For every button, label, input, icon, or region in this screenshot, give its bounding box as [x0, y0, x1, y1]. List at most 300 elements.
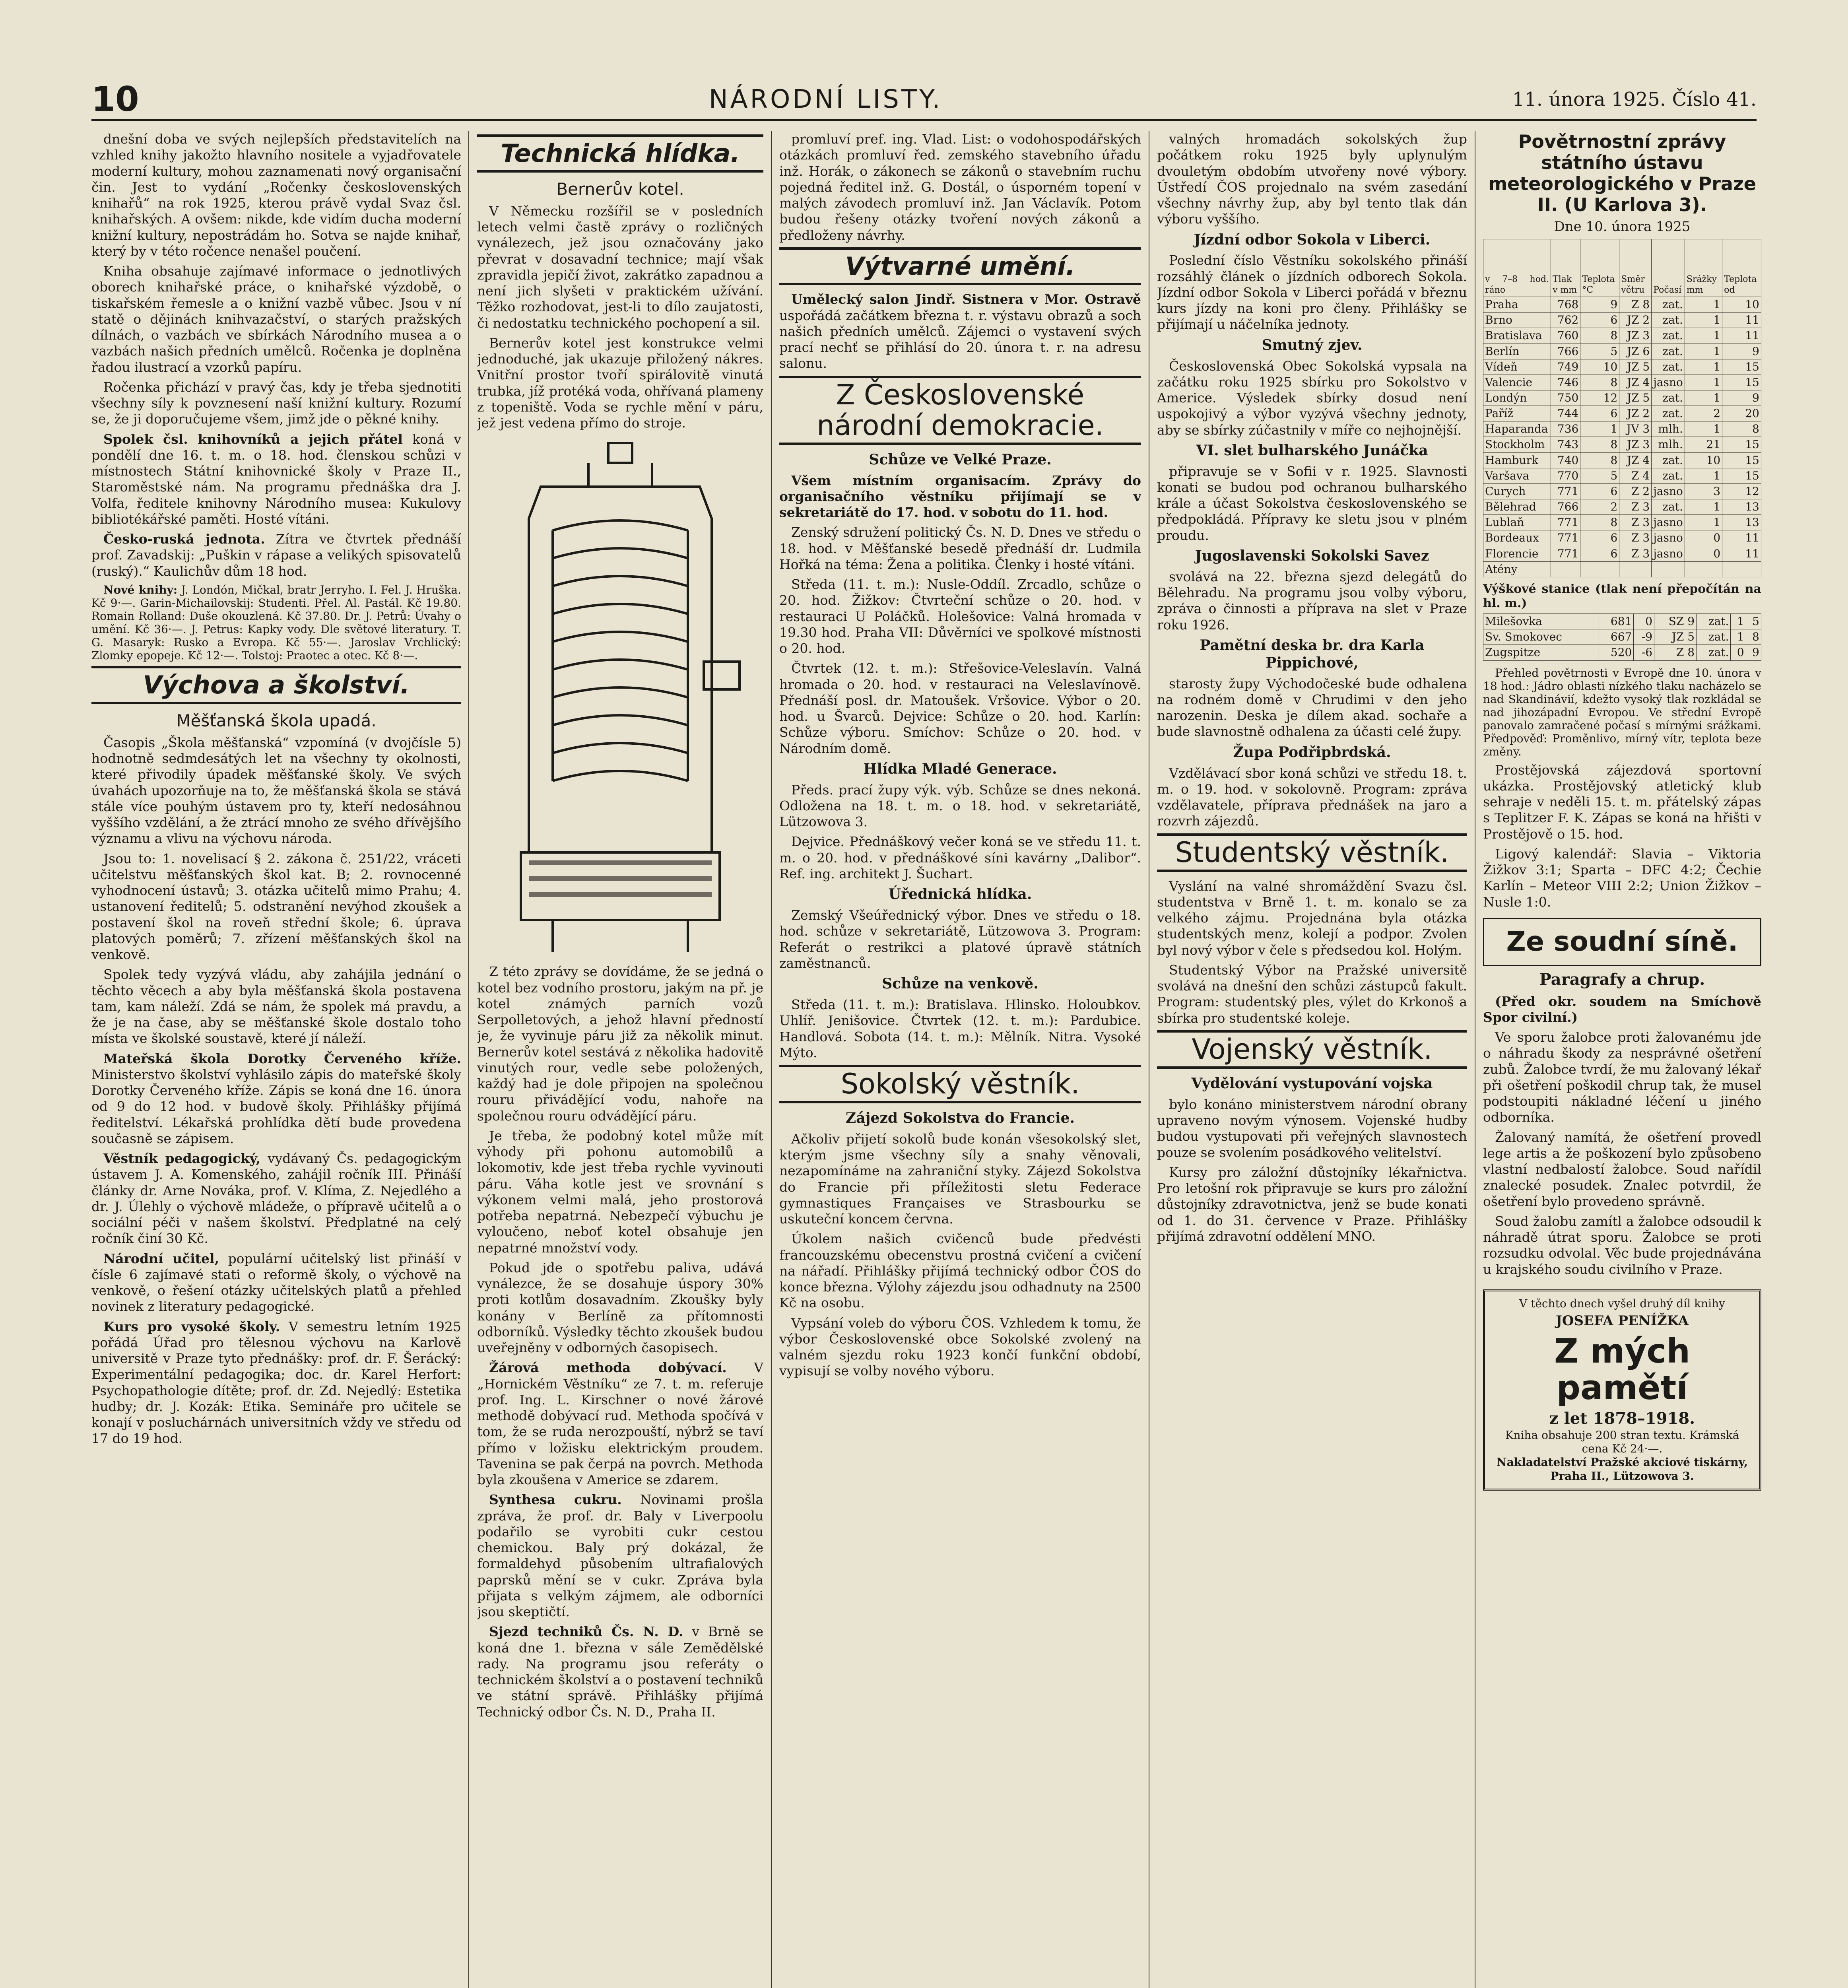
- section-banner: Ze soudní síně.: [1483, 918, 1761, 966]
- table-cell: 15: [1722, 468, 1761, 483]
- article-paragraph: Středa (11. t. m.): Bratislava. Hlinsko. Holoubkov. Uhlíř. Jenišovice. Čtvrtek (12. t. m.): Pardubice. Handlová. Sobota (14. t. m.): Mělník. Nitra. Vysoké Mýto.: [779, 997, 1141, 1060]
- notice: [91, 531, 461, 579]
- column-2: [477, 131, 763, 1988]
- notice-title: Mateřská škola Dorotky Červeného kříže.: [103, 1050, 461, 1066]
- boiler-diagram: [497, 439, 743, 956]
- table-cell: Milešovka: [1483, 614, 1598, 629]
- article-paragraph: V Německu rozšířil se v posledních letech velmi častě zprávy o rozličných vynálezech, jež jsou označovány jako převrat v dosavadní technice; mají však zpravidla jepičí život, zakrátko zapadnou a není jich slyšeti v praktickém užívání. Těžko rozhodovat, jest-li to dílo zaujatosti, či nedostatku technického pochopení a sil.: [477, 203, 763, 331]
- table-cell: Stockholm: [1483, 437, 1551, 452]
- table-cell: jasno: [1652, 530, 1685, 546]
- table-cell: zat.: [1652, 499, 1685, 515]
- article-title: Měšťanská škola upadá.: [176, 711, 377, 730]
- table-cell: 1: [1685, 344, 1722, 359]
- table-cell: 762: [1551, 313, 1580, 328]
- table-cell: Valencie: [1483, 375, 1551, 390]
- article-paragraph: Prostějovská zájezdová sportovní ukázka. Prostějovský atletický klub sehraje v neděli 15. t. m. přátelský zápas s Teplitzer F. K. Zápas se koná na hřišti v Prostějově o 15. hod.: [1483, 762, 1761, 842]
- table-cell: 20: [1722, 406, 1761, 421]
- notice-text: V semestru letním 1925 pořádá Úřad pro tělesnou výchovu na Karlově universitě v Praze tyto přednášky: prof. dr. F. Šerácký: Experimentální pedagogika; doc. dr. Karel Herfort: Psychopathologie dítěte; prof. dr. Zd. Nejedlý: Estetika hudby; dr. J. Kozák: Etika. Semináře pro učitele se konají v posluchárnách universitních vždy ve středu od 17 do 19 hod.: [91, 1318, 461, 1446]
- table-cell: Londýn: [1483, 390, 1551, 406]
- weather-table: [1483, 239, 1761, 577]
- table-header-cell: Počasí: [1652, 239, 1685, 297]
- paper-name: NÁRODNÍ LISTY.: [709, 85, 943, 114]
- table-cell: zat.: [1697, 629, 1731, 645]
- notice-text: Novinami prošla zpráva, že prof. dr. Baly v Liverpoolu podařilo se vyrobiti cukr cestou chemickou. Baly prý dokázal, že formaldehyd působením ultrafialových paprsků mění se v cukr. Zpráva byla přijata s velkým zájmem, ale odborníci jsou skeptičtí.: [477, 1492, 763, 1620]
- article-paragraph: Předs. prací župy výk. výb. Schůze se dnes nekoná. Odložena na 18. t. m. o 18. hod. v sekretariátě, Lützowova 3.: [779, 782, 1141, 830]
- table-cell: 771: [1551, 546, 1580, 561]
- table-cell: SZ 9: [1654, 614, 1697, 629]
- table-cell: 736: [1551, 421, 1580, 437]
- article-paragraph: Je třeba, že podobný kotel může mít výhody při pohonu automobilů a lokomotiv, kde jest třeba rychle vyvinouti páru. Váha kotle jest ve srovnání s výkonem velmi malá, jeho prostorová potřeba nepatrná. Nebezpečí výbuchu je vyloučeno, neboť kotel obsahuje jen nepatrné množství vody.: [477, 1128, 763, 1256]
- table-row: [1483, 468, 1761, 483]
- table-cell: mlh.: [1652, 437, 1685, 452]
- article-title: Vydělování vystupování vojska: [1191, 1075, 1433, 1092]
- table-cell: 15: [1722, 437, 1761, 452]
- notice-text: Zítra ve čtvrtek přednáší prof. Zavadskij: „Puškin v rápase a velikých spisovatelů (ruský).“ Kaulichův dům 18 hod.: [91, 531, 461, 579]
- table-cell: 0: [1685, 546, 1722, 561]
- table-cell: zat.: [1652, 359, 1685, 375]
- notice: [91, 1319, 461, 1447]
- table-cell: 520: [1598, 645, 1634, 660]
- table-cell: 0: [1634, 614, 1654, 629]
- article-paragraph: připravuje se v Sofii v r. 1925. Slavnosti konati se budou pod ochranou bulharského krále a účast Sokolstva československého se předpokládá. Přípravy ke sletu jsou v plném proudu.: [1157, 463, 1467, 543]
- table-row: [1483, 313, 1761, 328]
- table-cell: 6: [1580, 483, 1619, 499]
- table-cell: 11: [1722, 546, 1761, 561]
- table-cell: Z 3: [1619, 546, 1652, 561]
- column-5: [1483, 131, 1761, 1988]
- table-cell: 10: [1722, 297, 1761, 313]
- weather-subheading: Výškové stanice (tlak není přepočítán na hl. m.): [1483, 582, 1761, 611]
- notice-title: Synthesa cukru.: [489, 1492, 622, 1508]
- table-cell: zat.: [1652, 390, 1685, 406]
- table-cell: JZ 5: [1619, 390, 1652, 406]
- table-cell: [1619, 561, 1652, 577]
- table-cell: Z 3: [1619, 530, 1652, 546]
- table-cell: Brno: [1483, 313, 1551, 328]
- feed-pipe: [704, 662, 740, 689]
- table-cell: 8: [1580, 452, 1619, 468]
- table-cell: Sv. Smokovec: [1483, 629, 1598, 645]
- steam-outlet: [608, 443, 632, 463]
- table-cell: 8: [1580, 375, 1619, 390]
- table-cell: 750: [1551, 390, 1580, 406]
- table-cell: 766: [1551, 344, 1580, 359]
- article-title: Zájezd Sokolstva do Francie.: [845, 1110, 1075, 1126]
- table-cell: Bordeaux: [1483, 530, 1551, 546]
- table-cell: jasno: [1652, 483, 1685, 499]
- table-cell: [1551, 561, 1580, 577]
- table-row: [1483, 530, 1761, 546]
- table-cell: -9: [1634, 629, 1654, 645]
- table-cell: 11: [1722, 328, 1761, 344]
- table-cell: JZ 6: [1619, 344, 1652, 359]
- table-cell: 8: [1580, 515, 1619, 530]
- notice: [91, 431, 461, 528]
- table-cell: 1: [1685, 515, 1722, 530]
- table-cell: 15: [1722, 359, 1761, 375]
- section-banner: Sokolský věstník.: [779, 1065, 1141, 1103]
- article-paragraph: Dejvice. Přednáškový večer koná se ve středu 11. t. m. o 20. hod. v přednáškové síni kavárny „Dalibor“. Ref. ing. architekt J. Šuchart.: [779, 834, 1141, 881]
- table-cell: zat.: [1652, 297, 1685, 313]
- table-row: [1483, 390, 1761, 406]
- notice-text: J. Londón, Mičkal, bratr Jerryho. I. Fel. J. Hruška. Kč 9·—. Garin-Michailovskij: Studenti. Přel. Al. Pastál. Kč 19.80. Romain Rolland: Duše okouzlená. Kč 37.80. Dr. J. Petrů: Úvahy o umění. Kč 36·—. J. Petrus: Kapky vody. Dle světové literatury. T. G. Masaryk: Rusko a Evropa. Kč 55·—. Jaroslav Vrchlický: Zlomky epopeje. Kč 12·—. Tolstoj: Praotec a otec. Kč 8·—.: [91, 583, 461, 662]
- table-cell: 1: [1685, 499, 1722, 515]
- table-cell: -6: [1634, 645, 1654, 660]
- article-paragraph: Zenský sdružení politický Čs. N. D. Dnes ve středu o 18. hod. v Měšťanské besedě přednáší dr. Ludmila Hořká na téma: Žena a politika. Členky i hosté vítáni.: [779, 524, 1141, 572]
- notice: [91, 1051, 461, 1147]
- table-cell: Atény: [1483, 561, 1551, 577]
- table-cell: 6: [1580, 406, 1619, 421]
- article-title: Bernerův kotel.: [556, 179, 684, 199]
- table-row: [1483, 359, 1761, 375]
- table-cell: 1: [1580, 421, 1619, 437]
- column-rule: [771, 131, 772, 1988]
- notice-title: Žárová methoda dobývací.: [489, 1360, 727, 1376]
- table-cell: 13: [1722, 515, 1761, 530]
- section-banner: Vojenský věstník.: [1157, 1030, 1467, 1069]
- article-paragraph: Úkolem našich cvičenců bude předvésti francouzskému obecenstvu prostná cvičení a cvičení na nářadí. Přihlášky přijímá technický odbor ČOS do konce března. Výlohy zájezdu jsou odhadnuty na 2500 Kč na osobu.: [779, 1231, 1141, 1311]
- table-cell: Z 8: [1654, 645, 1697, 660]
- article-paragraph: bylo konáno ministerstvem národní obrany upraveno novým výnosem. Vojenské hudby budou vystupovati při veřejných slavnostech pouze se svolením posádkového velitelství.: [1157, 1096, 1467, 1160]
- table-cell: JZ 3: [1619, 328, 1652, 344]
- section-heading: Technická hlídka.: [477, 134, 763, 173]
- article-paragraph: starosty župy Východočeské bude odhalena na rodném domě v Chrudimi v den jeho narozenin. Deska je dílem akad. sochaře a bude slavnostně odhalena za účasti celé župy.: [1157, 676, 1467, 740]
- table-header-cell: Směr větru: [1619, 239, 1652, 297]
- notice-text: vydávaný Čs. pedagogickým ústavem J. A. Komenského, zahájil ročník III. Přináší články dr. Arne Nováka, prof. V. Klíma, Z. Nejedlého a dr. J. Úlehly o výchově mládeže, o přípravě učitelů a o sociální péči v našem školství. Předplatné na celý ročník činí 30 Kč.: [91, 1151, 461, 1246]
- table-cell: 6: [1580, 530, 1619, 546]
- table-cell: 8: [1580, 328, 1619, 344]
- article-title: Schůze ve Velké Praze.: [869, 451, 1052, 468]
- table-cell: Z 4: [1619, 468, 1652, 483]
- table-cell: 5: [1580, 468, 1619, 483]
- table-cell: Z 3: [1619, 515, 1652, 530]
- article-paragraph: Ligový kalendář: Slavia – Viktoria Žižkov 3:1; Sparta – DFC 4:2; Čechie Karlín – Meteor VIII 2:2; Union Žižkov – Nusle 1:0.: [1483, 846, 1761, 910]
- weather-report: Přehled povětrnosti v Evropě dne 10. února v 18 hod.: Jádro oblasti nízkého tlaku nacházelo se nad Skandinávií, kdežto vysoký tlak rozkládal se nad jihozápadní Evropou. Ve střední Evropě panovalo zamračené počasí s mírnými srážkami. Předpověď: Proměnlivo, mírný vítr, teplota beze změny.: [1483, 666, 1761, 758]
- notice-text: v Brně se koná dne 1. března v sále Zemědělské rady. Na programu jsou referáty o technickém školství a o postavení techniků ve státní správě. Přihlášky přijímá Technický odbor Čs. N. D., Praha II.: [477, 1624, 763, 1720]
- article-paragraph: Spolek tedy vyzývá vládu, aby zahájila jednání o těchto věcech a aby byla měšťanská škola postavena tam, kam náleží. Zdá se nám, že spolek má pravdu, a že je na čase, aby se měšťanské škole dostalo toho místa ve školské soustavě, které jí náleží.: [91, 967, 461, 1046]
- article-title: VI. slet bulharského Junáčka: [1196, 442, 1428, 459]
- table-cell: [1685, 561, 1722, 577]
- table-cell: JZ 3: [1619, 437, 1652, 452]
- table-cell: JZ 2: [1619, 313, 1652, 328]
- ad-book-price: Kniha obsahuje 200 stran textu. Krámská cena Kč 24·—.: [1505, 1429, 1739, 1456]
- table-cell: zat.: [1652, 344, 1685, 359]
- table-cell: zat.: [1652, 452, 1685, 468]
- table-cell: 766: [1551, 499, 1580, 515]
- article-title: Jízdní odbor Sokola v Liberci.: [1194, 231, 1431, 248]
- table-cell: [1722, 561, 1761, 577]
- table-cell: Paříž: [1483, 406, 1551, 421]
- table-cell: Z 2: [1619, 483, 1652, 499]
- section-banner: Z Československé národní demokracie.: [779, 376, 1141, 445]
- table-cell: 749: [1551, 359, 1580, 375]
- table-cell: JZ 5: [1619, 359, 1652, 375]
- table-cell: 5: [1580, 344, 1619, 359]
- table-row: [1483, 499, 1761, 515]
- issue-date: 11. února 1925. Číslo 41.: [1512, 88, 1757, 111]
- table-cell: 1: [1731, 629, 1746, 645]
- notice: [779, 291, 1141, 371]
- article-paragraph: Ačkoliv přijetí sokolů bude konán všesokolský slet, kterým jsme všechny síly a snahy věnovali, nezapomínáme na zahraniční styky. Zájezd Sokolstva do Francie při příležitosti sletu Federace gymnastiques Françaises ve Strasbourku se uskuteční koncem června.: [779, 1131, 1141, 1227]
- table-cell: 768: [1551, 297, 1580, 313]
- table-cell: 5: [1746, 614, 1761, 629]
- article-paragraph: Kniha obsahuje zajímavé informace o jednotlivých oborech knihařské práce, o knihařské výzdobě, o tiskařském řemesle a o knižní vazbě vůbec. Jsou v ní statě o dějinách knihvazačství, o starých pražských dílnách, o vazbách ve sbírkách Národního musea a o vazbách našich předních umělců. Ročenka je doplněna řadou ilustrací a vzorků papíru.: [91, 263, 461, 375]
- table-cell: 8: [1580, 437, 1619, 452]
- table-cell: 9: [1722, 344, 1761, 359]
- section-heading: Výtvarné umění.: [779, 247, 1141, 285]
- notice: [91, 1151, 461, 1247]
- table-row: [1483, 344, 1761, 359]
- table-cell: zat.: [1652, 468, 1685, 483]
- table-cell: Haparanda: [1483, 421, 1551, 437]
- ad-publisher: Nakladatelství Pražské akciové tiskárny, Praha II., Lützowova 3.: [1496, 1456, 1748, 1483]
- notice: [477, 1360, 763, 1488]
- hatching: [529, 860, 712, 897]
- table-cell: 1: [1685, 313, 1722, 328]
- steam-dome-outline: [588, 463, 652, 487]
- table-cell: 8: [1746, 629, 1761, 645]
- notice-title: Věstník pedagogický,: [103, 1151, 261, 1167]
- table-row: [1483, 561, 1761, 577]
- table-cell: 9: [1746, 645, 1761, 660]
- notice: [477, 1492, 763, 1620]
- table-cell: 2: [1580, 499, 1619, 515]
- table-cell: Vídeň: [1483, 359, 1551, 375]
- table-cell: Z 3: [1619, 499, 1652, 515]
- table-cell: 0: [1685, 530, 1722, 546]
- table-cell: JZ 5: [1654, 629, 1697, 645]
- table-cell: jasno: [1652, 375, 1685, 390]
- table-cell: Curych: [1483, 483, 1551, 499]
- table-cell: 771: [1551, 515, 1580, 530]
- ad-book-title: Z mých pamětí: [1554, 1331, 1691, 1407]
- notice-text: uspořádá začátkem března t. r. výstavu obrazů a soch našich předních umělců. Zájemci o vystavení svých prací nechť se přihlásí do 20. února t. r. na adresu salonu.: [779, 307, 1141, 371]
- column-4: [1157, 131, 1467, 1988]
- table-cell: Florencie: [1483, 546, 1551, 561]
- article-title: Paragrafy a chrup.: [1539, 970, 1705, 989]
- table-cell: 681: [1598, 614, 1634, 629]
- notice-text: Ministerstvo školství vyhlásilo zápis do mateřské školy Dorotky Červeného kříže. Zápis se koná dne 16. února od 9 do 12 hod. v budově školy. Přihlášky přijímá ředitelství. Lékařská prohlídka dětí bude provedena současně se zápisem.: [91, 1066, 461, 1146]
- table-cell: zat.: [1652, 406, 1685, 421]
- table-cell: 12: [1580, 390, 1619, 406]
- table-cell: jasno: [1652, 546, 1685, 561]
- table-cell: 1: [1685, 297, 1722, 313]
- table-cell: 11: [1722, 313, 1761, 328]
- column-3: [779, 131, 1141, 1988]
- article-paragraph: Zemský Všeúřednický výbor. Dnes ve středu o 18. hod. schůze v sekretariátě, Lützowova 3. Program: Referát o restrikci a platové úpravě státních zaměstnanců.: [779, 907, 1141, 971]
- notice-title: Spolek čsl. knihovníků a jejich přátel: [103, 431, 403, 447]
- table-cell: 1: [1685, 421, 1722, 437]
- table-row: [1483, 645, 1761, 660]
- article-paragraph: Bernerův kotel jest konstrukce velmi jednoduché, jak ukazuje přiložený nákres. Vnitřní prostor tvoří spirálovitě vinutá trubka, jíž protéká voda, ohřívaná plameny z topeniště. Voda se rychle mění v páru, jež jest vedena přímo do stroje.: [477, 335, 763, 431]
- article-lead: Všem místním organisacím. Zprávy do organisačního věstníku přijímají se v sekretariátě do 17. hod. v sobotu do 11. hod.: [779, 472, 1141, 520]
- table-cell: 743: [1551, 437, 1580, 452]
- table-cell: zat.: [1697, 614, 1731, 629]
- ad-book-years: z let 1878–1918.: [1549, 1409, 1695, 1428]
- article-lead: (Před okr. soudem na Smíchově Spor civilní.): [1483, 993, 1761, 1025]
- table-row: [1483, 375, 1761, 390]
- table-row: [1483, 629, 1761, 645]
- table-cell: 1: [1685, 468, 1722, 483]
- article-paragraph: Ve sporu žalobce proti žalovanému jde o náhradu škody za nesprávné ošetření zubů. Žalobce tvrdí, že mu žalovaný lékař při ošetření poškodil chrup tak, že musel podstoupiti nákladné léčení u jiného odborníka.: [1483, 1029, 1761, 1125]
- notice-title: Sjezd techniků Čs. N. D.: [489, 1624, 683, 1640]
- table-cell: 760: [1551, 328, 1580, 344]
- table-header-cell: Tlak v mm: [1551, 239, 1580, 297]
- weather-table-header: [1483, 239, 1761, 297]
- article-paragraph: Čtvrtek (12. t. m.): Střešovice-Veleslavín. Valná hromada o 20. hod. v restauraci na Veleslavínově. Přednáší posl. dr. Matoušek. Vršovice. Výbor o 20. hod. u Švarců. Dejvice: Schůze o 20. hod. Karlín: Schůze výboru. Smíchov: Schůze o 20. hod. v Národním domě.: [779, 660, 1141, 756]
- notice-text: V „Hornickém Věstníku“ ze 7. t. m. referuje prof. Ing. L. Kirschner o nové žárové methodě dobývací rud. Methoda spočívá v tom, že se ruda nerozpouští, nýbrž se taví přímo v ložisku elektrickým proudem. Tavenina se pak čerpá na povrch. Methoda byla zkoušena v Americe se zdarem.: [477, 1360, 763, 1488]
- article-paragraph: Časopis „Škola měšťanská“ vzpomíná (v dvojčísle 5) hodnotně sedmdesátých let na všechny ty okolnosti, které přivodily úpadek měšťanské školy. Ve svých úvahách upozorňuje na to, že měšťanská škola se stává stále více pouhým ústavem pro ty, kteří nedosáhnou vyššího vzdělání, a že ztrácí mnoho ze svého dřívějšího významu a vlivu na výchovu národa.: [91, 734, 461, 846]
- table-row: [1483, 437, 1761, 452]
- table-cell: Z 8: [1619, 297, 1652, 313]
- table-cell: 15: [1722, 375, 1761, 390]
- table-cell: [1580, 561, 1619, 577]
- table-cell: Lublaň: [1483, 515, 1551, 530]
- table-cell: 21: [1685, 437, 1722, 452]
- table-row: [1483, 421, 1761, 437]
- article-paragraph: Vyslání na valné shromáždění Svazu čsl. studentstva v Brně 1. t. m. konalo se za velkého zájmu. Projednána byla otázka studentských menz, kolejí a podpor. Zvolen byl nový výbor v čele s předsedou kol. Holým.: [1157, 878, 1467, 958]
- notice: [91, 1251, 461, 1315]
- table-cell: 2: [1685, 406, 1722, 421]
- table-cell: 13: [1722, 499, 1761, 515]
- table-cell: Zugspitze: [1483, 645, 1598, 660]
- table-cell: [1652, 561, 1685, 577]
- table-cell: 15: [1722, 452, 1761, 468]
- table-row: [1483, 515, 1761, 530]
- table-cell: 8: [1722, 421, 1761, 437]
- article-paragraph: Československá Obec Sokolská vypsala na začátku roku 1925 sbírku pro Sokolstvo v Americe. Výsledek sbírky dosud není uspokojivý a výbor vyzývá všechny jednoty, aby se sbírky zúčastnily v míře co nejhojnější.: [1157, 358, 1467, 438]
- table-row: [1483, 546, 1761, 561]
- article-title: Pamětní deska br. dra Karla Pippichové,: [1200, 637, 1425, 671]
- table-header-cell: v 7–8 hod. ráno: [1483, 239, 1551, 297]
- table-cell: 6: [1580, 313, 1619, 328]
- column-1: [91, 131, 461, 1988]
- article-paragraph: Žalovaný namítá, že ošetření provedl lege artis a že poškození bylo způsobeno vlastní nedbalostí žalobce. Soud nařídil znalecké posudek. Znalec potvrdil, že ošetření bylo provedeno správně.: [1483, 1129, 1761, 1209]
- article-title: Župa Podřipbrdská.: [1233, 744, 1391, 761]
- article-paragraph: Soud žalobu zamítl a žalobce odsoudil k náhradě útrat sporu. Žalobce se proti rozsudku odvolal. Věc bude projednávána u krajského soudu civilního v Praze.: [1483, 1213, 1761, 1277]
- article-title: Úřednická hlídka.: [888, 886, 1032, 903]
- notice-text: populární učitelský list přináší v čísle 6 zajímavé stati o reformě školy, o výchově na venkově, o řešení otázky učitelských platů a přehled novinek z literatury pedagogické.: [91, 1250, 461, 1314]
- table-cell: 746: [1551, 375, 1580, 390]
- table-row: [1483, 297, 1761, 313]
- table-cell: 10: [1685, 452, 1722, 468]
- table-cell: JZ 4: [1619, 375, 1652, 390]
- masthead: [91, 80, 1757, 121]
- notice-title: Nové knihy:: [103, 583, 178, 596]
- article-paragraph: Vzdělávací sbor koná schůzi ve středu 18. t. m. o 19. hod. v sokolovně. Program: zpráva vzdělavatele, příprava přednášek na jaro a rozvrh zájezdů.: [1157, 765, 1467, 829]
- article-paragraph: Vypsání voleb do výboru ČOS. Vzhledem k tomu, že výbor Československé obce Sokolské zvolený na valném sjezdu roku 1923 končí funkční období, vypisují se volby nového výboru.: [779, 1315, 1141, 1379]
- weather-table-body: [1483, 614, 1761, 660]
- column-rule: [468, 131, 469, 1988]
- table-row: [1483, 452, 1761, 468]
- article-paragraph: promluví pref. ing. Vlad. List: o vodohospodářských otázkách promluví řed. zemského stavebního úřadu inž. Horák, o zákonech se zákonů o stavebním ruchu pojedná ředitel inž. G. Dostál, o úsporném topení v malých závodech promluví inž. Jan Václavík. Potom budou řešeny otázky tvoření nových zákonů a předloženy návrhy.: [779, 131, 1141, 243]
- article-title: Hlídka Mladé Generace.: [863, 760, 1057, 777]
- table-cell: 771: [1551, 483, 1580, 499]
- table-row: [1483, 483, 1761, 499]
- supports: [553, 920, 688, 952]
- notice: [91, 583, 461, 662]
- article-paragraph: Ročenka přichází v pravý čas, kdy je třeba sjednotiti všechny síly k povznesení naší knižní kultury. Rozumí se, že ji doporučujeme všem, jimž jde o pěkné knihy.: [91, 379, 461, 427]
- weather-table-mountain: [1483, 613, 1761, 660]
- table-cell: jasno: [1652, 515, 1685, 530]
- ad-intro: V těchto dnech vyšel druhý díl knihy: [1519, 1297, 1725, 1310]
- weather-title: Povětrnostní zprávy státního ústavu meteorologického v Praze II. (U Karlova 3).: [1488, 131, 1756, 215]
- table-cell: zat.: [1697, 645, 1731, 660]
- notice-title: Umělecký salon Jindř. Sistnera v Mor. Ostravě: [791, 291, 1141, 307]
- notice-text: koná v pondělí dne 16. t. m. o 18. hod. členskou schůzi v místnostech Státní knihovnické školy v Praze II., Staroměstské nám. Na programu přednáška dra J. Volfa, ředitele knihovny Národního musea: Kukulovy bibliotékářské paměti. Hosté vítáni.: [91, 431, 461, 527]
- table-header-cell: Teplota °C: [1580, 239, 1619, 297]
- notice: [477, 1624, 763, 1720]
- table-cell: 744: [1551, 406, 1580, 421]
- table-cell: Bělehrad: [1483, 499, 1551, 515]
- article-title: Jugoslavenski Sokolski Savez: [1195, 547, 1429, 564]
- table-cell: JZ 4: [1619, 452, 1652, 468]
- article-paragraph: svolává na 22. března sjezd delegátů do Bělehradu. Na programu jsou volby výboru, zpráva o činnosti a příprava na slet v Praze roku 1926.: [1157, 569, 1467, 633]
- table-cell: 1: [1685, 359, 1722, 375]
- table-cell: JV 3: [1619, 421, 1652, 437]
- table-row: [1483, 328, 1761, 344]
- weather-date: Dne 10. února 1925: [1554, 218, 1691, 235]
- article-title: Schůze na venkově.: [882, 975, 1039, 992]
- article-paragraph: Pokud jde o spotřebu paliva, udává vynálezce, že se dosahuje úspory 30% proti kotlům dosavadním. Zkoušky byly konány v Berlíně za přítomnosti odborníků. Výsledky těchto zkoušek budou uveřejněny v odborných časopisech.: [477, 1260, 763, 1356]
- article-paragraph: Z této zprávy se dovídáme, že se jedná o kotel bez vodního prostoru, jakým na př. je kotel známých parních vozů Serpolletových, a jehož hlavní předností je, že vyvinuje páru již za několik minut. Bernerův kotel sestává z několika hadovitě vinutých rour, vedle sebe položených, každý had je dole připojen na společnou rouru přivádějící vodu, nahoře na společnou rouru odvádějící páru.: [477, 964, 763, 1124]
- table-row: [1483, 406, 1761, 421]
- notice-title: Česko-ruská jednota.: [103, 531, 265, 547]
- article-title: Smutný zjev.: [1262, 336, 1363, 353]
- coil-tubes: [553, 520, 688, 781]
- notice-title: Kurs pro vysoké školy.: [103, 1318, 280, 1334]
- table-row: [1483, 614, 1761, 629]
- table-cell: 770: [1551, 468, 1580, 483]
- table-cell: mlh.: [1652, 421, 1685, 437]
- article-paragraph: Poslední číslo Věstníku sokolského přináší rozsáhlý článek o jízdních odborech Sokola. Jízdní odbor Sokola v Liberci pořádá v březnu kurs jízdy na koni pro členy. Přihlášky se přijímají u náčelníka jednoty.: [1157, 252, 1467, 332]
- table-cell: Varšava: [1483, 468, 1551, 483]
- section-heading: Výchova a školství.: [91, 666, 461, 704]
- section-banner: Studentský věstník.: [1157, 833, 1467, 872]
- table-cell: Hamburk: [1483, 452, 1551, 468]
- table-cell: 11: [1722, 530, 1761, 546]
- table-cell: Berlín: [1483, 344, 1551, 359]
- ad-author: JOSEFA PENÍŽKA: [1555, 1313, 1689, 1329]
- notice-title: Národní učitel,: [103, 1250, 219, 1266]
- table-header-cell: Srážky mm: [1685, 239, 1722, 297]
- table-cell: 6: [1580, 546, 1619, 561]
- book-advertisement: [1483, 1289, 1761, 1491]
- table-cell: zat.: [1652, 328, 1685, 344]
- article-paragraph: Jsou to: 1. novelisací § 2. zákona č. 251/22, vráceti učitelstvu měšťanských škol kat. B; 2. rovnocenné vyhodnocení ústavů; 3. otázka učitelů mimo Prahu; 4. ustanovení ředitelů; 5. odstranění nevýhod zkoušek a postavení škol na roveň střední škole; 6. úprava platových poměrů; 7. zřízení měšťanských škol na venkově.: [91, 850, 461, 963]
- table-cell: 12: [1722, 483, 1761, 499]
- table-cell: 740: [1551, 452, 1580, 468]
- table-cell: 9: [1722, 390, 1761, 406]
- table-cell: zat.: [1652, 313, 1685, 328]
- table-cell: 667: [1598, 629, 1634, 645]
- table-cell: Praha: [1483, 297, 1551, 313]
- table-cell: JZ 2: [1619, 406, 1652, 421]
- table-cell: 0: [1731, 645, 1746, 660]
- table-cell: 10: [1580, 359, 1619, 375]
- table-cell: 3: [1685, 483, 1722, 499]
- table-cell: 771: [1551, 530, 1580, 546]
- article-paragraph: valných hromadách sokolských žup počátkem roku 1925 byly uplynulým dvouletým obdobím utvořeny nové výbory. Ústředí ČOS projednalo na svém zasedání všechny návrhy žup, aby byl tento tlak dán výboru vyššího.: [1157, 131, 1467, 227]
- table-header-cell: Teplota od: [1722, 239, 1761, 297]
- table-cell: 9: [1580, 297, 1619, 313]
- article-paragraph: Studentský Výbor na Pražské universitě svolává na dnešní den schůzi zástupců fakult. Program: studentský ples, výlet do Krkonoš a sbírka pro studentské koleje.: [1157, 962, 1467, 1026]
- article-paragraph: Středa (11. t. m.): Nusle-Oddíl. Zrcadlo, schůze o 20. hod. Žižkov: Čtvrteční schůze o 20. hod. v restauraci U Poláčků. Holešovice: Valná hromada v 19.30 hod. Praha VII: Důvěrníci ve spolkové místnosti o 20. hod.: [779, 577, 1141, 656]
- table-cell: 1: [1685, 328, 1722, 344]
- weather-table-body: [1483, 297, 1761, 577]
- table-cell: Bratislava: [1483, 328, 1551, 344]
- article-paragraph: dnešní doba ve svých nejlepších představitelích na vzhled knihy jakožto hlavního nositele a vyjadřovatele moderní kultury, mohou zaznamenati nový organisační čin. Jest to vydání „Ročenky československých knihařů“ na rok 1925, kterou právě vydal Svaz čsl. knihařských. A ovšem: nikde, kde vidím ducha moderní knižní kultury, nepostrádám ho. Sotva se najde knihař, který by v této ročence nenašel poučení.: [91, 131, 461, 259]
